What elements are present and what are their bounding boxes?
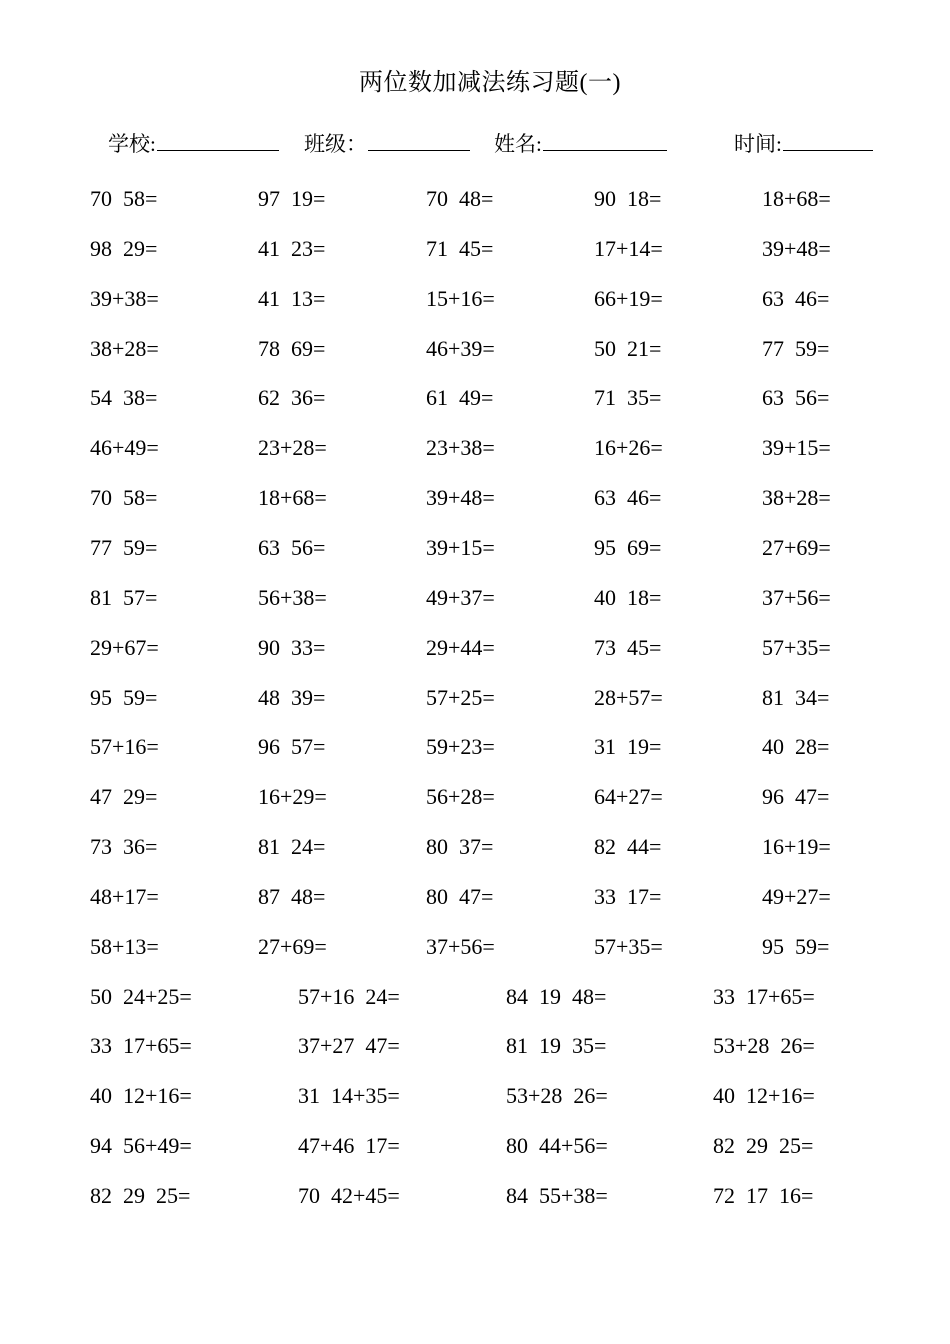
student-info-line [0, 128, 950, 158]
problem: 57+16 24= [298, 983, 400, 1009]
problem-row [0, 685, 950, 725]
problem: 98 29= [90, 235, 158, 261]
problem: 31 14+35= [298, 1083, 400, 1109]
problem: 23+38= [426, 435, 495, 461]
class-blank[interactable] [368, 130, 470, 151]
problem: 40 18= [594, 584, 662, 610]
problem-row [0, 734, 950, 774]
school-field [108, 128, 279, 158]
problem-row [0, 884, 950, 924]
problem: 37+27 47= [298, 1033, 400, 1059]
problem: 16+19= [762, 834, 831, 860]
problem-row [0, 834, 950, 874]
problem-row [0, 435, 950, 475]
problem-row [0, 236, 950, 276]
problem-row [0, 1083, 950, 1123]
problem: 70 58= [90, 186, 158, 211]
problem: 40 12+16= [713, 1083, 815, 1109]
name-blank[interactable] [543, 130, 667, 151]
problem: 87 48= [258, 883, 326, 909]
problem-row [0, 286, 950, 326]
problem: 39+48= [426, 485, 495, 511]
problem: 61 49= [426, 385, 494, 411]
problem: 37+56= [762, 584, 831, 610]
problem: 70 58= [90, 485, 158, 511]
problem: 57+35= [762, 634, 831, 660]
problem: 39+15= [426, 534, 495, 560]
problem: 94 56+49= [90, 1133, 192, 1159]
problem: 23+28= [258, 435, 327, 461]
problem-row [0, 984, 950, 1024]
problem: 70 48= [426, 186, 494, 211]
problem: 63 56= [762, 385, 830, 411]
problem: 58+13= [90, 933, 159, 959]
class-colon: ： [346, 132, 367, 156]
problem: 38+28= [762, 485, 831, 511]
problem-row [0, 1183, 950, 1223]
problem: 59+23= [426, 734, 495, 760]
school-blank[interactable] [157, 130, 279, 151]
problem-row [0, 934, 950, 974]
problem: 15+16= [426, 285, 495, 311]
problem: 48 39= [258, 684, 326, 710]
problem: 84 19 48= [506, 983, 607, 1009]
name-label: 姓名: [494, 132, 542, 156]
problem: 72 17 16= [713, 1183, 814, 1208]
problem: 73 36= [90, 834, 158, 860]
problem: 29+44= [426, 634, 495, 660]
problem: 27+69= [762, 534, 831, 560]
problem: 31 19= [594, 734, 662, 760]
problem: 17+14= [594, 235, 663, 261]
problem: 41 23= [258, 235, 326, 261]
problem: 57+16= [90, 734, 159, 760]
problem: 39+48= [762, 235, 831, 261]
problem: 81 57= [90, 584, 158, 610]
problem: 54 38= [90, 385, 158, 411]
problem: 62 36= [258, 385, 326, 411]
problem: 18+68= [258, 485, 327, 511]
problem: 49+37= [426, 584, 495, 610]
page-title: 两位数加减法练习题(一) [359, 70, 621, 96]
problem: 73 45= [594, 634, 662, 660]
problem-row [0, 336, 950, 376]
school-label: 学校: [108, 132, 156, 156]
problem: 33 17+65= [90, 1033, 192, 1059]
problem: 77 59= [762, 335, 830, 361]
problem: 81 19 35= [506, 1033, 607, 1059]
problem: 97 19= [258, 186, 326, 211]
problem-row [0, 385, 950, 425]
problem: 48+17= [90, 883, 159, 909]
problem: 96 57= [258, 734, 326, 760]
class-field [304, 128, 470, 158]
problem: 37+56= [426, 933, 495, 959]
problem: 53+28 26= [713, 1033, 815, 1059]
problem: 39+15= [762, 435, 831, 461]
problem-row [0, 186, 950, 226]
problem: 28+57= [594, 684, 663, 710]
problem: 47+46 17= [298, 1133, 400, 1159]
problem: 81 24= [258, 834, 326, 860]
time-field [734, 128, 873, 158]
problem: 80 44+56= [506, 1133, 608, 1159]
problem: 82 29 25= [713, 1133, 814, 1159]
problem: 71 35= [594, 385, 662, 411]
time-label: 时间: [734, 132, 782, 156]
problem: 66+19= [594, 285, 663, 311]
problem: 56+38= [258, 584, 327, 610]
time-blank[interactable] [783, 130, 873, 151]
problem: 47 29= [90, 784, 158, 810]
problem: 82 29 25= [90, 1183, 191, 1208]
problem: 63 56= [258, 534, 326, 560]
problem: 27+69= [258, 933, 327, 959]
problem: 39+38= [90, 285, 159, 311]
problem: 46+49= [90, 435, 159, 461]
name-field [494, 128, 667, 158]
problem: 63 46= [594, 485, 662, 511]
problem: 57+35= [594, 933, 663, 959]
problem: 71 45= [426, 235, 494, 261]
problem: 33 17= [594, 883, 662, 909]
problem: 57+25= [426, 684, 495, 710]
problem: 80 47= [426, 883, 494, 909]
problem: 16+29= [258, 784, 327, 810]
problem: 38+28= [90, 335, 159, 361]
problem: 64+27= [594, 784, 663, 810]
problem: 90 18= [594, 186, 662, 211]
problem: 53+28 26= [506, 1083, 608, 1109]
problem: 81 34= [762, 684, 830, 710]
problem: 50 24+25= [90, 983, 192, 1009]
problem: 50 21= [594, 335, 662, 361]
problem: 40 28= [762, 734, 830, 760]
problem: 16+26= [594, 435, 663, 461]
problem: 96 47= [762, 784, 830, 810]
problem: 70 42+45= [298, 1183, 400, 1208]
problem: 80 37= [426, 834, 494, 860]
class-label: 班级 [304, 132, 346, 156]
problem: 40 12+16= [90, 1083, 192, 1109]
problem: 63 46= [762, 285, 830, 311]
problem: 95 69= [594, 534, 662, 560]
problem: 29+67= [90, 634, 159, 660]
problem-row [0, 1133, 950, 1173]
problem: 82 44= [594, 834, 662, 860]
problem: 56+28= [426, 784, 495, 810]
problem: 18+68= [762, 186, 831, 211]
problem: 41 13= [258, 285, 326, 311]
problem-row [0, 535, 950, 575]
problem: 84 55+38= [506, 1183, 608, 1208]
problem-row [0, 585, 950, 625]
problem: 33 17+65= [713, 983, 815, 1009]
problem-row [0, 485, 950, 525]
problem: 77 59= [90, 534, 158, 560]
problem: 46+39= [426, 335, 495, 361]
problem: 95 59= [90, 684, 158, 710]
problem: 95 59= [762, 933, 830, 959]
problem-row [0, 784, 950, 824]
problem-row [0, 635, 950, 675]
problem-row [0, 1033, 950, 1073]
problem: 49+27= [762, 883, 831, 909]
problem: 90 33= [258, 634, 326, 660]
problem: 78 69= [258, 335, 326, 361]
